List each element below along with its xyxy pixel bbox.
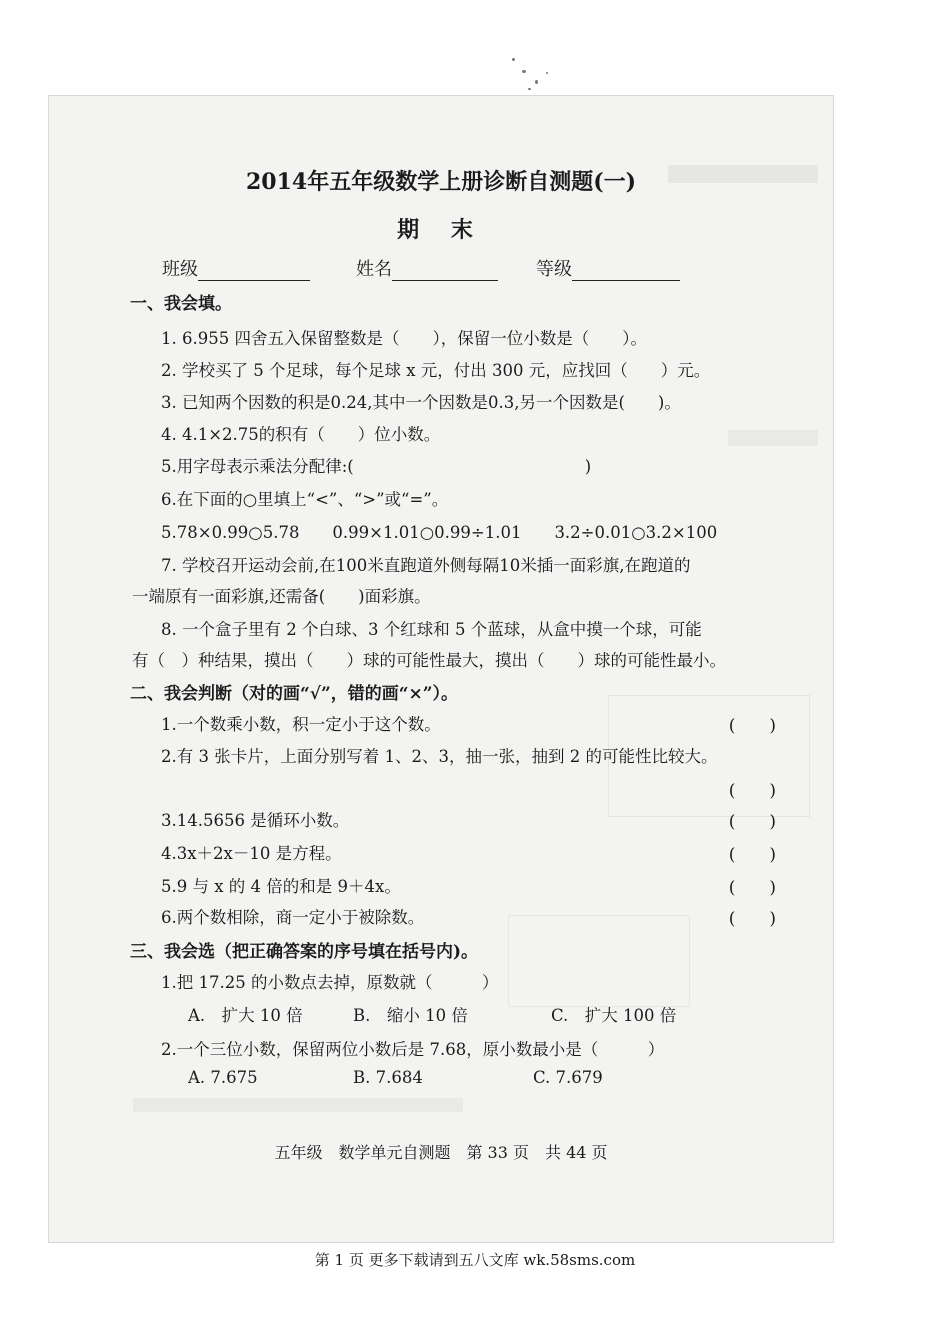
page-title: 2014年五年级数学上册诊断自测题(一): [245, 169, 637, 195]
section-2-heading: 二、我会判断（对的画“√”，错的画“×”）。: [130, 684, 459, 704]
page-footer: 五年级 数学单元自测题 第 33 页 共 44 页: [274, 1143, 608, 1162]
name-field: [356, 255, 498, 281]
s3-q2-option-a[interactable]: A. 7.675: [188, 1068, 258, 1087]
s1-question-3: 3. 已知两个因数的积是0.24,其中一个因数是0.3,另一个因数是( )。: [161, 393, 681, 412]
s3-q2-option-b[interactable]: B. 7.684: [353, 1068, 423, 1087]
class-blank[interactable]: [198, 260, 310, 281]
s1-question-6-items: 5.78×0.99○5.78 0.99×1.01○0.99÷1.01 3.2÷0.01○3.2×100: [161, 523, 718, 542]
s2-question-5: 5.9 与 x 的 4 倍的和是 9＋4x。: [161, 877, 401, 896]
s2-answer-box-6[interactable]: ( ): [728, 909, 776, 929]
scan-speck: [512, 58, 515, 61]
s2-answer-box-3[interactable]: ( ): [728, 812, 776, 832]
name-blank[interactable]: [392, 260, 498, 281]
s3-question-2: 2.一个三位小数，保留两位小数后是 7.68，原小数最小是（ ）: [161, 1040, 665, 1059]
grade-label: 等级: [536, 259, 572, 280]
s2-question-6: 6.两个数相除，商一定小于被除数。: [161, 908, 425, 927]
scan-speck: [535, 80, 538, 84]
scan-speck: [546, 72, 548, 74]
s1-question-7-line-2: 一端原有一面彩旗,还需备( )面彩旗。: [132, 587, 431, 606]
show-through-mark: [728, 430, 818, 446]
class-field: [162, 255, 310, 281]
s1-question-2: 2. 学校买了 5 个足球，每个足球 x 元，付出 300 元，应找回（ ）元。: [161, 361, 711, 380]
class-label: 班级: [162, 259, 198, 280]
s3-q1-option-a[interactable]: A. 扩大 10 倍: [188, 1006, 303, 1025]
s1-question-8-line-2: 有（ ）种结果，摸出（ ）球的可能性最大，摸出（ ）球的可能性最小。: [132, 651, 726, 670]
s2-question-3: 3.14.5656 是循环小数。: [161, 811, 350, 830]
s3-q1-option-b[interactable]: B. 缩小 10 倍: [353, 1006, 468, 1025]
section-1-heading: 一、我会填。: [130, 294, 232, 314]
s3-q2-option-c[interactable]: C. 7.679: [533, 1068, 603, 1087]
scan-speck: [522, 70, 526, 73]
s1-question-6: 6.在下面的○里填上“<”、“>”或“=”。: [161, 490, 449, 509]
s3-q1-option-c[interactable]: C. 扩大 100 倍: [551, 1006, 677, 1025]
grade-field: [536, 255, 680, 281]
s3-question-1: 1.把 17.25 的小数点去掉，原数就（ ）: [161, 973, 499, 992]
s1-question-8-line-1: 8. 一个盒子里有 2 个白球、3 个红球和 5 个蓝球，从盒中摸一个球，可能: [161, 620, 702, 639]
s1-question-7-line-1: 7. 学校召开运动会前,在100米直跑道外侧每隔10米插一面彩旗,在跑道的: [161, 556, 691, 575]
name-label: 姓名: [356, 259, 392, 280]
s2-question-4: 4.3x＋2x－10 是方程。: [161, 844, 342, 863]
s2-answer-box-2[interactable]: ( ): [728, 781, 776, 801]
page-subtitle: 期 末: [397, 217, 485, 243]
s1-question-1: 1. 6.955 四舍五入保留整数是（ ），保留一位小数是（ ）。: [161, 329, 647, 348]
scan-speck: [528, 88, 531, 90]
show-through-mark: [133, 1098, 463, 1112]
s2-question-1: 1.一个数乘小数，积一定小于这个数。: [161, 715, 441, 734]
show-through-figure: [508, 915, 690, 1007]
s2-answer-box-4[interactable]: ( ): [728, 845, 776, 865]
s1-question-4: 4. 4.1×2.75的积有（ ）位小数。: [161, 425, 441, 444]
s2-answer-box-1[interactable]: ( ): [728, 716, 776, 736]
section-3-heading: 三、我会选（把正确答案的序号填在括号内)。: [130, 942, 479, 962]
download-credit: 第 1 页 更多下载请到五八文库 wk.58sms.com: [314, 1251, 636, 1269]
s2-answer-box-5[interactable]: ( ): [728, 878, 776, 898]
s2-question-2: 2.有 3 张卡片，上面分别写着 1、2、3，抽一张，抽到 2 的可能性比较大。: [161, 747, 718, 766]
scanned-page: [48, 95, 834, 1243]
grade-blank[interactable]: [572, 260, 680, 281]
s1-question-5: 5.用字母表示乘法分配律:( ): [161, 457, 592, 476]
